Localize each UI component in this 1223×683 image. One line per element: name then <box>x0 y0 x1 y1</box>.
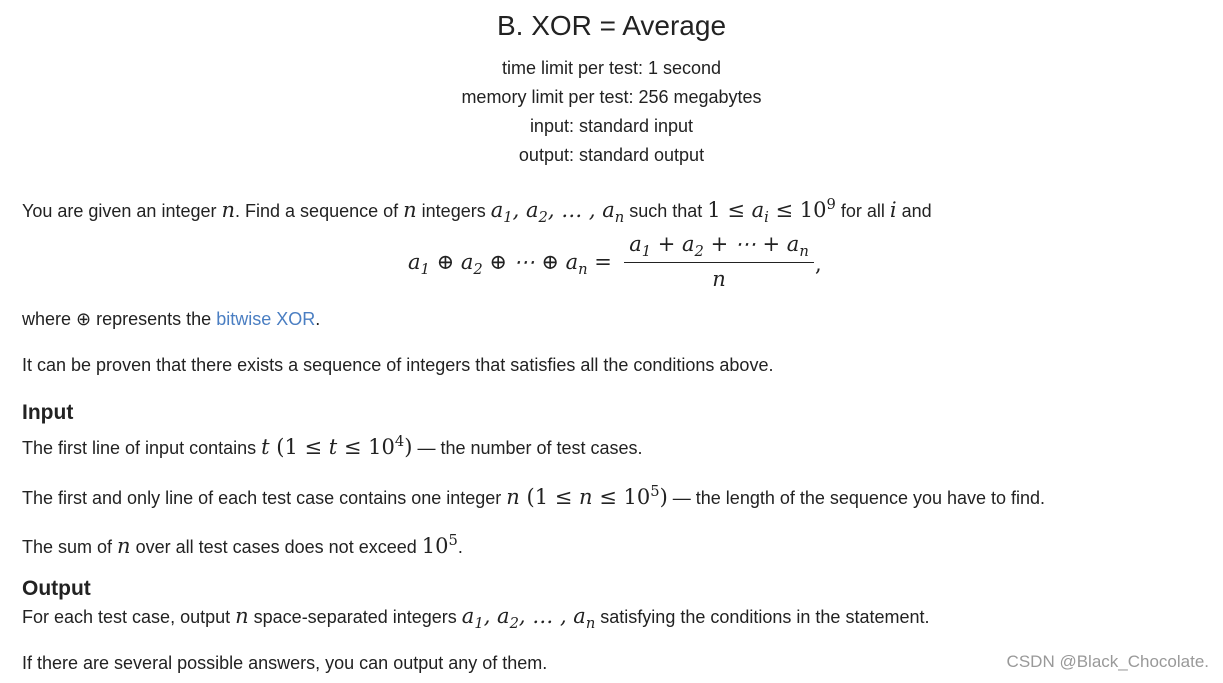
output-heading: Output <box>22 577 91 600</box>
output-line-2: If there are several possible answers, you can output any of them. <box>22 653 548 673</box>
statement-paragraph-where: where ⊕ represents the bitwise XOR. <box>22 309 321 329</box>
xor-average-formula: $a_1$ ⊕ $a_2$ ⊕ ⋯ ⊕ $a_n$ = $\frac{a_1 + a_2 + \cdots + a_n}{n}$ , <box>408 232 822 292</box>
problem-limits <box>0 54 1223 170</box>
input-heading: Input <box>22 401 74 424</box>
problem-title: B. XOR = Average <box>496 10 727 41</box>
average-fraction: $\frac{a_1 + a_2 + \cdots + a_n}{n}$ <box>624 232 814 291</box>
input-spec: input: standard input <box>529 116 694 136</box>
memory-limit: memory limit per test: 256 megabytes <box>461 87 762 107</box>
bitwise-xor-link[interactable]: bitwise XOR <box>216 309 316 329</box>
output-spec: output: standard output <box>518 145 705 165</box>
time-limit: time limit per test: 1 second <box>501 58 722 78</box>
statement-paragraph-1: You are given an integer n. Find a sequence of n integers $a_1$, $a_2$, … , $a_n$ such that $1 \le a_i \le 10^9$ for all i and <box>22 196 932 227</box>
statement-paragraph-proven: It can be proven that there exists a sequence of integers that satisfies all the conditions above. <box>22 355 774 375</box>
csdn-watermark: CSDN @Black_Chocolate. <box>1006 652 1209 671</box>
problem-header <box>0 8 1223 170</box>
input-line-1: The first line of input contains t $(1 \le t \le 10^4)$ — the number of test cases. <box>22 433 643 459</box>
output-line-1: For each test case, output n space-separated integers $a_1$, $a_2$, … , $a_n$ satisfying the conditions in the statement. <box>22 604 930 633</box>
input-line-2: The first and only line of each test case contains one integer n $(1 \le n \le 10^5)$ — the length of the sequence you have to find. <box>22 483 1046 509</box>
input-line-3: The sum of n over all test cases does not exceed $10^5$. <box>22 532 463 558</box>
